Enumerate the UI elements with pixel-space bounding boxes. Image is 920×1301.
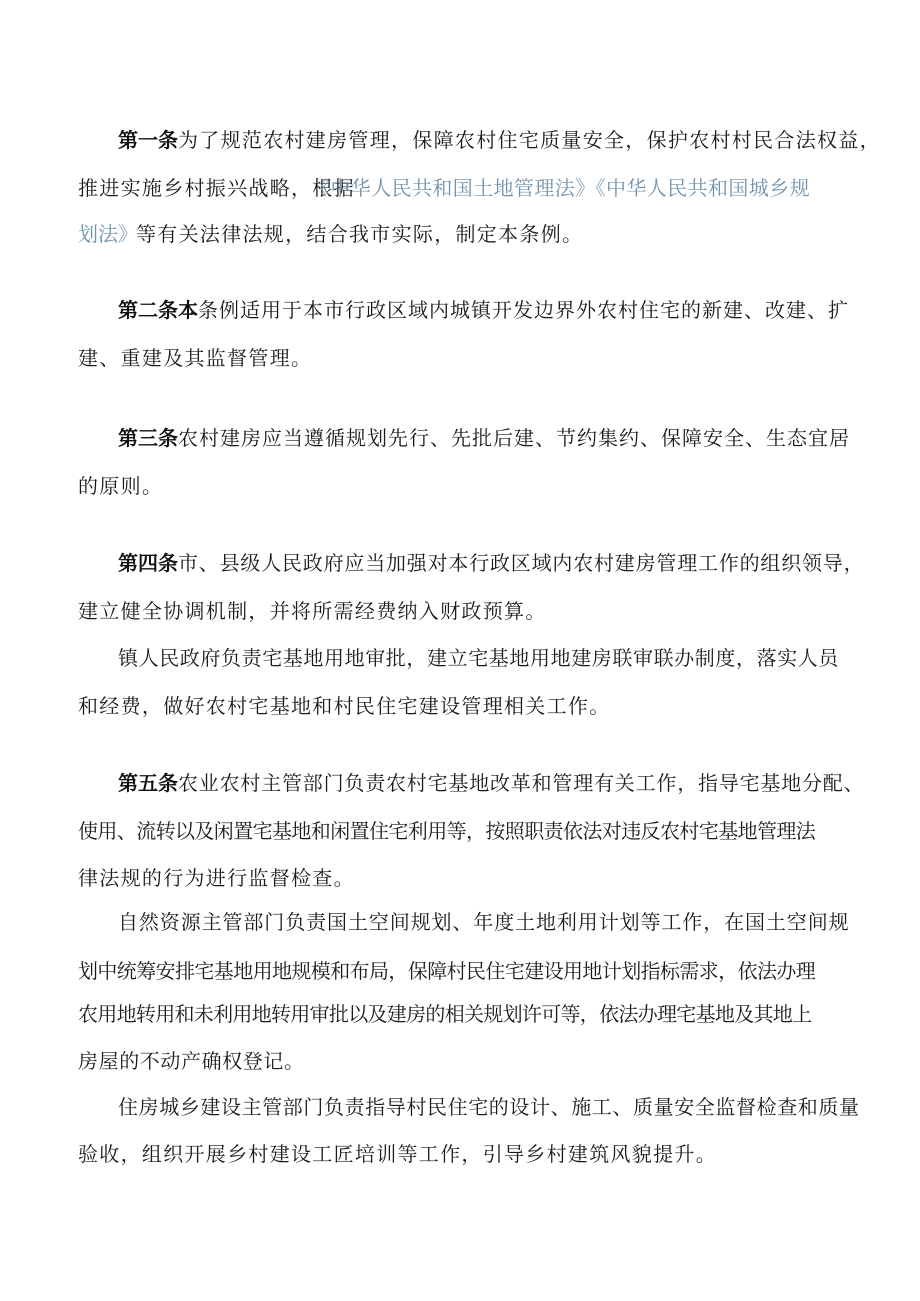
article-5-line-9 — [0, 1140, 920, 1168]
article-5-line-4 — [0, 908, 920, 936]
article-1-text: 等有关法律法规，结合我市实际，制定本条例。 — [136, 222, 584, 246]
article-4-line-1 — [0, 549, 920, 577]
article-4-line-4 — [0, 692, 920, 720]
article-5-text: 验收，组织开展乡村建设工匠培训等工作，引导乡村建筑风貌提升。 — [78, 1142, 717, 1166]
article-2-text: 建、重建及其监督管理。 — [78, 346, 313, 370]
article-5-line-8 — [0, 1093, 920, 1121]
article-2-heading: 第二条本 — [118, 298, 198, 322]
article-2-line-1 — [0, 296, 920, 324]
article-4-line-3 — [0, 644, 920, 672]
article-1-text: 为了规范农村建房管理，保障农村住宅质量安全，保护农村村民合法权益， — [178, 128, 881, 152]
article-1-line-2 — [0, 174, 920, 202]
article-3-text: 的原则。 — [78, 474, 164, 498]
article-5-line-2 — [0, 817, 920, 845]
article-1-line-1 — [0, 126, 920, 154]
article-5-heading: 第五条 — [118, 771, 178, 795]
article-4-text: 市、县级人民政府应当加强对本行政区域内农村建房管理工作的组织领导， — [178, 551, 865, 575]
article-1-line-3 — [0, 220, 920, 248]
article-5-text: 农业农村主管部门负责农村宅基地改革和管理有关工作，指导宅基地分配、 — [178, 771, 865, 795]
article-5-line-1 — [0, 769, 920, 797]
law-reference-link[interactable]: 《中华人民共和国土地管理法》《中华人民共和国城乡规 — [310, 176, 810, 200]
article-5-text: 农用地转用和未利用地转用审批以及建房的相关规划许可等，依法办理宅基地及其地上 — [78, 1002, 812, 1026]
article-1-text: 推进实施乡村振兴战略，根据 — [78, 176, 355, 200]
article-5-text: 自然资源主管部门负责国土空间规划、年度土地利用计划等工作，在国土空间规 — [118, 910, 850, 934]
article-4-text: 和经费，做好农村宅基地和村民住宅建设管理相关工作。 — [78, 694, 611, 718]
article-5-text: 律法规的行为进行监督检查。 — [78, 866, 355, 890]
article-4-text: 建立健全协调机制，并将所需经费纳入财政预算。 — [78, 599, 547, 623]
article-5-text: 使用、流转以及闲置宅基地和闲置住宅利用等，按照职责依法对违反农村宅基地管理法 — [78, 819, 816, 843]
article-1-heading: 第一条 — [118, 128, 178, 152]
article-5-text: 划中统筹安排宅基地用地规模和布局，保障村民住宅建设用地计划指标需求，依法办理 — [78, 959, 816, 983]
law-reference-link[interactable]: 划法》 — [78, 222, 138, 246]
article-5-text: 房屋的不动产确权登记。 — [78, 1049, 305, 1073]
article-3-line-2 — [0, 472, 920, 500]
article-5-line-5 — [0, 957, 920, 985]
article-3-line-1 — [0, 424, 920, 452]
article-3-text: 农村建房应当遵循规划先行、先批后建、节约集约、保障安全、生态宜居 — [178, 426, 850, 450]
article-5-line-3 — [0, 864, 920, 892]
article-2-text: 条例适用于本市行政区域内城镇开发边界外农村住宅的新建、改建、扩 — [198, 298, 849, 322]
article-2-line-2 — [0, 344, 920, 372]
article-4-text: 镇人民政府负责宅基地用地审批，建立宅基地用地建房联审联办制度，落实人员 — [118, 646, 839, 670]
article-5-line-6 — [0, 1000, 920, 1028]
article-5-line-7 — [0, 1047, 920, 1075]
article-5-text: 住房城乡建设主管部门负责指导村民住宅的设计、施工、质量安全监督检查和质量 — [118, 1095, 860, 1119]
article-3-heading: 第三条 — [118, 426, 178, 450]
article-4-line-2 — [0, 597, 920, 625]
article-4-heading: 第四条 — [118, 551, 178, 575]
